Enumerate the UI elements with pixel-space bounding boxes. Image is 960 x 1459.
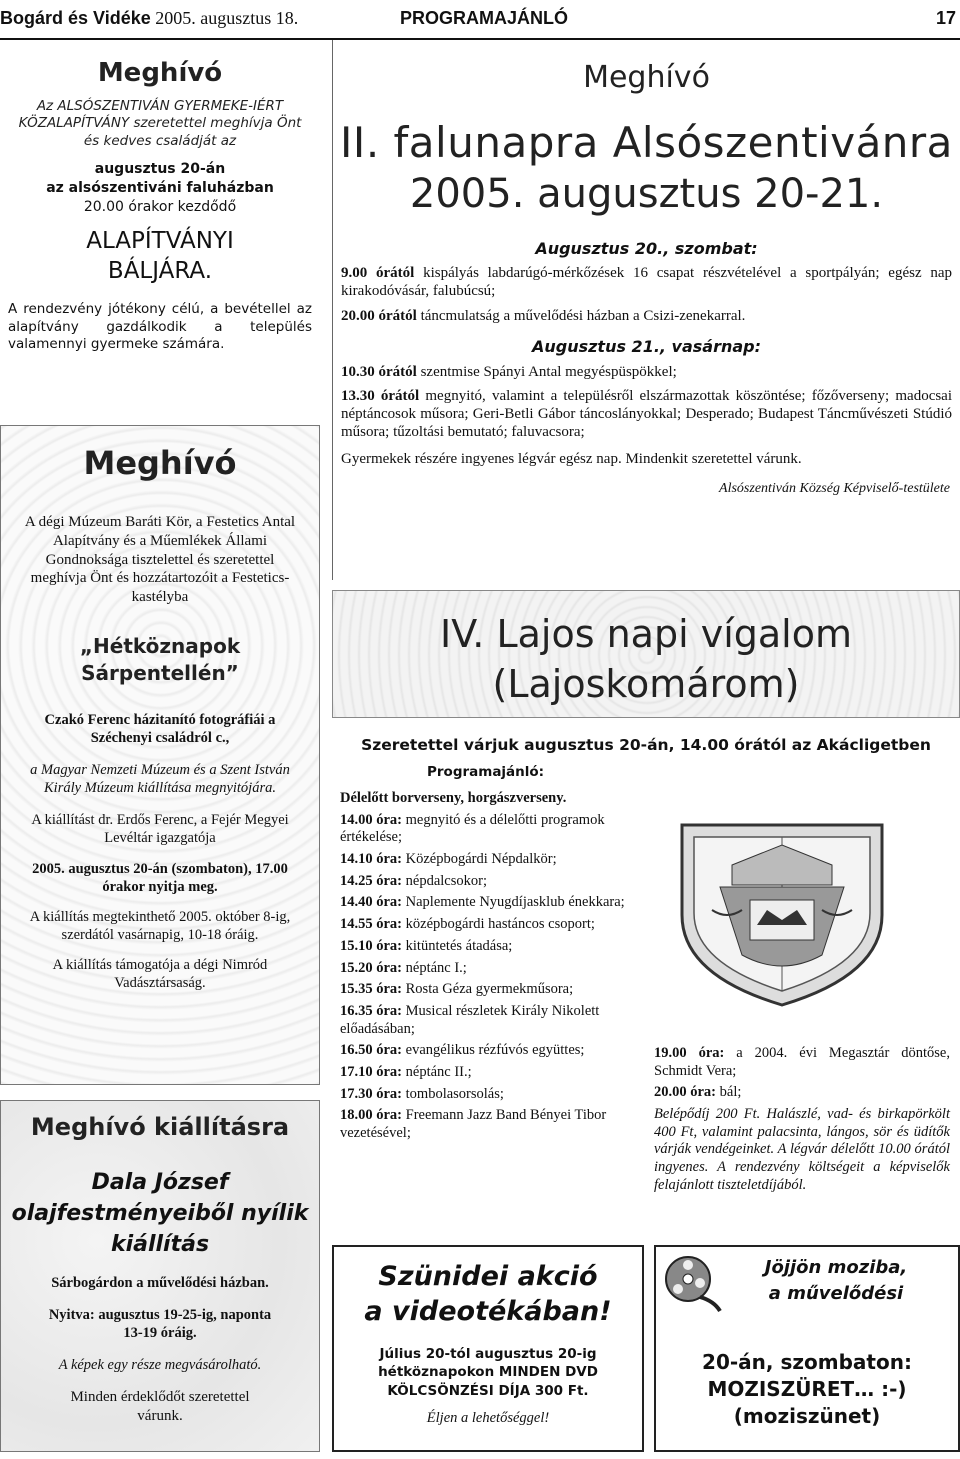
szunidei-body: Július 20-tól augusztus 20-ig hétköznapokon MINDEN DVD KÖLCSÖNZÉSI DÍJA 300 Ft. xyxy=(378,1346,598,1399)
lajos-fee: Belépődíj 200 Ft. Halászlé, vad- és birkapörkölt 400 Ft, valamint palacsinta, lángos, sör és üdítők várják vendégeinket. A légvár délelőtt 10.00 órától ingyenes. A rendezvény költségeit a képviselők felajánlott tiszteletdíjából. xyxy=(654,1106,950,1193)
invite3-line3: kiállítás xyxy=(110,1231,210,1257)
program-item-text: Középbogárdi Népdalkör; xyxy=(405,851,557,868)
invite3-sale: A képek egy része megvásárolható. xyxy=(58,1356,262,1373)
program-item-text: evangélikus rézfúvós együttes; xyxy=(405,1042,585,1059)
invite2-event xyxy=(1,633,319,687)
program-item xyxy=(340,1064,636,1082)
invite2-sponsor: A kiállítás támogatója a dégi Nimród Vadásztársaság. xyxy=(52,957,268,992)
issue-date: 2005. augusztus 18. xyxy=(155,8,299,28)
lajos-title2: (Lajoskomárom) xyxy=(492,662,800,707)
falunap-d2-item2 xyxy=(341,387,952,442)
program-item-text: bál; xyxy=(719,1084,742,1101)
invite2-event-l2: Sárpentellén” xyxy=(81,660,239,685)
village-day-invite xyxy=(332,40,960,580)
invite1-when-time: 20.00 órakor kezdődő xyxy=(83,199,237,216)
program-item-time: 20.00 óra: xyxy=(654,1084,717,1101)
video-rental-promo xyxy=(332,1245,644,1452)
falunap-day1: Augusztus 20., szombat: xyxy=(535,238,758,258)
falunap-d1-item1-text: kispályás labdarúgó-mérkőzések 16 csapat részvételével a sportpályán; egész nap kirakodóvásár, falubúcsú; xyxy=(341,265,953,300)
program-item xyxy=(340,894,636,912)
newspaper-name: Bogárd és Vidéke xyxy=(0,8,151,28)
falunap-d2-item2-time: 13.30 órától xyxy=(341,387,420,404)
mozi-date: 20-án, szombaton: xyxy=(702,1350,912,1374)
invite3-artist-block xyxy=(1,1168,319,1260)
program-item xyxy=(654,1084,950,1102)
program-item xyxy=(340,938,636,956)
program-item xyxy=(340,873,636,891)
invite1-title: Meghívó xyxy=(97,58,223,88)
falunap-d2-item2-text: megnyitó, valamint a településről elszármazottak köszöntése; főzőverseny; madocsai néptáncosok műsora; Geri-Betli Gábor táncoslányokkal; Desperado; Budapest Táncművészeti Stúdió műsora; tűzoltási bemutató; faluvacsora; xyxy=(341,387,953,441)
lajos-prog-label: Programajánló: xyxy=(427,764,545,780)
lajos-title1: IV. Lajos napi vígalom xyxy=(439,612,852,656)
program-item-time: 17.10 óra: xyxy=(340,1063,403,1080)
program-item xyxy=(340,960,636,978)
falunap-d1-item1-time: 9.00 órától xyxy=(341,265,415,282)
invite2-intro: A dégi Múzeum Baráti Kör, a Festetics Antal Alapítvány és a Műemlékek Állami Gondnoksága tisztelettel és szeretettel meghívja Önt és hozzátartozóit a Festetics-kastélyba xyxy=(24,514,296,606)
falunap-d1-item1 xyxy=(341,264,952,301)
cinema-notice xyxy=(654,1245,960,1452)
invite1-when-place: az alsószentiváni faluházban xyxy=(46,180,274,197)
falunap-d1-item2-time: 20.00 órától xyxy=(341,307,417,324)
program-item-time: 14.00 óra: xyxy=(340,811,403,828)
program-item xyxy=(340,1086,636,1104)
program-item-time: 19.00 óra: xyxy=(654,1045,725,1061)
program-item xyxy=(340,812,636,847)
program-item-text: néptánc II.; xyxy=(405,1063,472,1080)
program-item-text: néptánc I.; xyxy=(405,959,467,976)
program-item-time: 14.55 óra: xyxy=(340,916,403,933)
program-item-text: középbogárdi hastáncos csoport; xyxy=(405,916,595,933)
szunidei-wish: Éljen a lehetőséggel! xyxy=(426,1409,550,1426)
invite2-italic: a Magyar Nemzeti Múzeum és a Szent István Király Múzeum kiállítása megnyitójára. xyxy=(30,762,290,797)
falunap-kicker: Meghívó xyxy=(583,60,710,95)
invite1-when-date: augusztus 20-án xyxy=(94,161,226,178)
lajos-evening xyxy=(654,1045,950,1199)
szunidei-title2: a videotékában! xyxy=(364,1296,612,1328)
invite-foundation-ball xyxy=(0,48,320,408)
program-item-text: a 2004. évi Megasztár döntőse, Schmidt Vera; xyxy=(654,1045,950,1079)
program-item-time: 17.30 óra: xyxy=(340,1085,403,1102)
falunap-d2-item1 xyxy=(341,363,952,381)
program-item-time: 14.40 óra: xyxy=(340,894,403,911)
program-item-text: népdalcsokor; xyxy=(405,872,487,889)
invite3-artist: Dala József xyxy=(91,1170,229,1196)
section-title: PROGRAMAJÁNLÓ xyxy=(400,8,569,28)
invite2-visit: A kiállítás megtekinthető 2005. október 8-ig, szerdától vasárnapig, 10-18 óráig. xyxy=(29,908,291,943)
film-reel-icon xyxy=(662,1253,722,1313)
mozi-title xyxy=(716,1255,956,1307)
lajos-evening-items xyxy=(654,1045,950,1102)
mozi-title2: a művelődési xyxy=(768,1283,904,1305)
program-item-text: kitüntetés átadása; xyxy=(405,937,513,954)
falunap-sign: Alsószentiván Község Képviselő-testülete xyxy=(719,481,950,497)
falunap-d2-item1-time: 10.30 órától xyxy=(341,363,417,380)
invite1-event xyxy=(0,227,320,287)
program-item-text: Musical részletek Király Nikolett előadásában; xyxy=(340,1002,600,1037)
invite2-opener: A kiállítást dr. Erdős Ferenc, a Fejér Megyei Levéltár igazgatója xyxy=(31,812,289,847)
invite1-event-l1: ALAPÍTVÁNYI xyxy=(86,228,234,255)
program-item-time: 18.00 óra: xyxy=(340,1107,403,1124)
mozi-line: MOZISZÜRET… :-) xyxy=(707,1377,907,1401)
falunap-d2-item1-text: szentmise Spányi Antal megyéspüspökkel; xyxy=(420,363,677,380)
page-number: 17 xyxy=(935,8,956,28)
falunap-title: II. falunapra Alsószentivánra xyxy=(340,117,953,167)
program-item xyxy=(340,1003,636,1038)
lajos-welcome: Szeretettel várjuk augusztus 20-án, 14.00 órától az Akácligetben xyxy=(361,736,931,754)
invite1-when xyxy=(0,160,320,217)
invite2-title: Meghívó xyxy=(83,444,237,482)
lajos-program-list xyxy=(340,790,636,1147)
falunap-kids: Gyermekek részére ingyenes légvár egész nap. Mindenkit szeretettel várunk. xyxy=(341,450,802,467)
invite3-open: Nyitva: augusztus 19-25-ig, naponta 13-19 óráig. xyxy=(48,1307,272,1342)
lajos-banner xyxy=(332,590,960,718)
program-item-time: 16.50 óra: xyxy=(340,1042,403,1059)
lajos-day-program xyxy=(332,590,960,1452)
invite2-sub: Czakó Ferenc házitanító fotográfiái a Széchenyi családról c., xyxy=(44,711,276,746)
program-item xyxy=(340,851,636,869)
invite-painting-exhibition xyxy=(0,1100,320,1452)
program-item-text: tombolasorsolás; xyxy=(405,1085,504,1102)
lajos-morning: Délelőtt borverseny, horgászverseny. xyxy=(340,790,567,806)
program-item-time: 15.20 óra: xyxy=(340,959,403,976)
falunap-date: 2005. augusztus 20-21. xyxy=(409,170,884,217)
program-item-time: 14.25 óra: xyxy=(340,872,403,889)
falunap-d1-item2-text: táncmulatság a művelődési házban a Csizi-zenekarral. xyxy=(420,307,746,324)
invite2-date: 2005. augusztus 20-án (szombaton), 17.00 órakor nyitja meg. xyxy=(32,860,288,895)
invite-museum-exhibition xyxy=(0,425,320,1085)
falunap-d1-item2 xyxy=(341,307,952,325)
invite1-intro: Az ALSÓSZENTIVÁN GYERMEKE-IÉRT KÖZALAPÍTVÁNY szeretettel meghívja Önt és kedves családját az xyxy=(18,97,302,149)
program-item-time: 15.35 óra: xyxy=(340,981,403,998)
invite2-event-l1: „Hétköznapok xyxy=(79,633,241,658)
program-item xyxy=(340,916,636,934)
program-item xyxy=(340,1042,636,1060)
invite3-title: Meghívó kiállításra xyxy=(30,1113,290,1141)
mozi-body xyxy=(656,1349,958,1430)
coat-of-arms-icon xyxy=(672,805,892,1015)
page-header xyxy=(0,0,960,40)
program-item-text: Naplemente Nyugdíjasklub énekkara; xyxy=(405,894,625,911)
program-item xyxy=(654,1045,950,1080)
falunap-day2: Augusztus 21., vasárnap: xyxy=(531,337,762,357)
lajos-items xyxy=(340,812,636,1143)
szunidei-title1: Szünidei akció xyxy=(378,1261,598,1292)
invite3-welcome: Minden érdeklődőt szeretettel várunk. xyxy=(70,1389,250,1425)
program-item-time: 14.10 óra: xyxy=(340,851,403,868)
invite3-line2: olajfestményeiből nyílik xyxy=(11,1201,309,1227)
header-left xyxy=(0,8,298,30)
mozi-paren: (moziszünet) xyxy=(733,1404,881,1428)
program-item xyxy=(340,1107,636,1142)
program-item-text: Freemann Jazz Band Bényei Tibor vezetésével; xyxy=(340,1107,607,1141)
program-item xyxy=(340,981,636,999)
invite3-place: Sárbogárdon a művelődési házban. xyxy=(51,1274,269,1291)
szunidei-title xyxy=(334,1259,642,1329)
program-item-text: megnyitó és a délelőtti programok értékelése; xyxy=(340,811,605,846)
mozi-title1: Jöjjön moziba, xyxy=(764,1257,908,1278)
program-item-time: 16.35 óra: xyxy=(340,1002,403,1019)
invite1-note: A rendezvény jótékony célú, a bevétellel az alapítvány gazdálkodik a település valamennyi gyermeke számára. xyxy=(8,300,312,353)
program-item-text: Rosta Géza gyermekműsora; xyxy=(405,981,574,998)
program-item-time: 15.10 óra: xyxy=(340,937,403,954)
invite1-event-l2: BÁLJÁRA. xyxy=(107,257,213,284)
